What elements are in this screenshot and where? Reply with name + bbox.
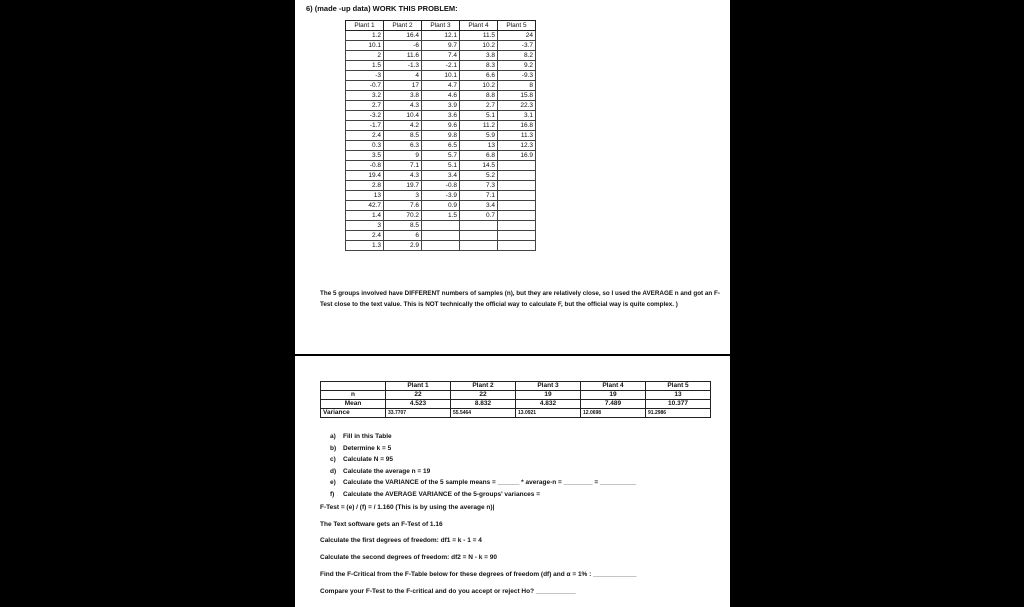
raw-data-cell: 2.8 bbox=[346, 181, 384, 191]
raw-data-cell: -3.7 bbox=[498, 41, 536, 51]
table-row bbox=[346, 171, 536, 181]
raw-data-cell: 42.7 bbox=[346, 201, 384, 211]
raw-data-cell: 5.1 bbox=[460, 111, 498, 121]
raw-data-cell: 6.8 bbox=[460, 151, 498, 161]
summary-row-label: Variance bbox=[321, 409, 386, 418]
raw-data-cell: 6.3 bbox=[384, 141, 422, 151]
question-item bbox=[330, 466, 636, 478]
raw-data-cell: 9.7 bbox=[422, 41, 460, 51]
table-row bbox=[346, 181, 536, 191]
raw-data-cell: 16.9 bbox=[498, 151, 536, 161]
raw-data-cell: 1.4 bbox=[346, 211, 384, 221]
raw-data-cell bbox=[422, 221, 460, 231]
raw-data-cell: 6.6 bbox=[460, 71, 498, 81]
instruction-line: The Text software gets an F-Test of 1.16 bbox=[320, 521, 443, 528]
raw-data-cell: 3.1 bbox=[498, 111, 536, 121]
raw-data-cell: 3.4 bbox=[460, 201, 498, 211]
document-page-1 bbox=[295, 0, 730, 354]
raw-data-cell: 70.2 bbox=[384, 211, 422, 221]
summary-header-cell: Plant 1 bbox=[386, 382, 451, 391]
raw-data-cell: 19.4 bbox=[346, 171, 384, 181]
table-row bbox=[346, 211, 536, 221]
raw-data-cell: 3.4 bbox=[422, 171, 460, 181]
raw-header-cell: Plant 2 bbox=[384, 21, 422, 31]
question-text: Determine k = 5 bbox=[343, 444, 392, 452]
raw-data-cell: -3.9 bbox=[422, 191, 460, 201]
raw-data-cell bbox=[498, 171, 536, 181]
raw-data-cell: 0.3 bbox=[346, 141, 384, 151]
question-item bbox=[330, 443, 636, 455]
question-letter: f) bbox=[330, 490, 335, 498]
summary-cell: 10.377 bbox=[646, 400, 711, 409]
table-row bbox=[346, 141, 536, 151]
raw-data-cell: 16.4 bbox=[384, 31, 422, 41]
raw-data-cell bbox=[460, 231, 498, 241]
raw-data-cell: 10.2 bbox=[460, 41, 498, 51]
summary-cell: 19 bbox=[516, 391, 581, 400]
raw-data-cell: 3.6 bbox=[422, 111, 460, 121]
raw-data-cell: 9.6 bbox=[422, 121, 460, 131]
raw-data-cell: 3.2 bbox=[346, 91, 384, 101]
raw-data-cell: 5.9 bbox=[460, 131, 498, 141]
question-letter: d) bbox=[330, 467, 337, 475]
summary-header-cell: Plant 4 bbox=[581, 382, 646, 391]
summary-corner-cell bbox=[321, 382, 386, 391]
table-row bbox=[346, 41, 536, 51]
table-row bbox=[346, 131, 536, 141]
question-letter: b) bbox=[330, 444, 337, 452]
raw-data-cell: 3 bbox=[346, 221, 384, 231]
summary-cell: 13.0921 bbox=[516, 409, 581, 418]
raw-header-cell: Plant 3 bbox=[422, 21, 460, 31]
raw-data-cell: -0.7 bbox=[346, 81, 384, 91]
raw-data-cell: -3 bbox=[346, 71, 384, 81]
summary-cell: 12.0698 bbox=[581, 409, 646, 418]
raw-data-cell: 0.9 bbox=[422, 201, 460, 211]
raw-data-cell: -0.8 bbox=[422, 181, 460, 191]
summary-cell: 19 bbox=[581, 391, 646, 400]
raw-data-cell: 8 bbox=[498, 81, 536, 91]
raw-data-cell: 2.9 bbox=[384, 241, 422, 251]
question-letter: c) bbox=[330, 456, 336, 464]
raw-data-cell: 10.1 bbox=[422, 71, 460, 81]
raw-data-cell bbox=[498, 221, 536, 231]
summary-table bbox=[320, 381, 711, 418]
raw-data-cell: 5.2 bbox=[460, 171, 498, 181]
summary-cell: 8.832 bbox=[451, 400, 516, 409]
raw-data-cell: 7.1 bbox=[384, 161, 422, 171]
raw-data-table bbox=[345, 20, 536, 251]
question-text: Calculate the average n = 19 bbox=[343, 467, 431, 475]
raw-data-cell: 8.2 bbox=[498, 51, 536, 61]
raw-data-cell: 4.7 bbox=[422, 81, 460, 91]
raw-data-cell: 22.3 bbox=[498, 101, 536, 111]
summary-header-cell: Plant 5 bbox=[646, 382, 711, 391]
raw-data-cell: 24 bbox=[498, 31, 536, 41]
question-text: Calculate N = 95 bbox=[343, 456, 394, 464]
table-row bbox=[346, 111, 536, 121]
raw-data-cell: -3.2 bbox=[346, 111, 384, 121]
raw-data-cell: 9 bbox=[384, 151, 422, 161]
raw-data-cell: -6 bbox=[384, 41, 422, 51]
raw-data-cell: -0.8 bbox=[346, 161, 384, 171]
question-item bbox=[330, 489, 636, 501]
summary-cell: 55.5464 bbox=[451, 409, 516, 418]
raw-data-cell: 2 bbox=[346, 51, 384, 61]
raw-data-cell: 0.7 bbox=[460, 211, 498, 221]
raw-data-cell: 14.5 bbox=[460, 161, 498, 171]
raw-data-cell: 10.2 bbox=[460, 81, 498, 91]
raw-data-cell: 11.2 bbox=[460, 121, 498, 131]
raw-data-cell: 8.3 bbox=[460, 61, 498, 71]
raw-data-cell bbox=[498, 241, 536, 251]
raw-data-cell: 8.8 bbox=[460, 91, 498, 101]
question-text: Fill in this Table bbox=[343, 433, 392, 440]
raw-data-cell: 1.5 bbox=[346, 61, 384, 71]
raw-data-cell: 6 bbox=[384, 231, 422, 241]
table-row bbox=[346, 81, 536, 91]
summary-row bbox=[321, 391, 711, 400]
instruction-line: Compare your F-Test to the F-critical and do you accept or reject Ho? ___________ bbox=[320, 588, 576, 595]
raw-data-cell: 17 bbox=[384, 81, 422, 91]
raw-data-cell: -1.7 bbox=[346, 121, 384, 131]
raw-data-cell bbox=[498, 211, 536, 221]
table-row bbox=[346, 71, 536, 81]
table-row bbox=[346, 221, 536, 231]
summary-cell: 7.489 bbox=[581, 400, 646, 409]
question-letter: e) bbox=[330, 479, 336, 487]
raw-data-cell: 2.4 bbox=[346, 131, 384, 141]
raw-data-cell: 4 bbox=[384, 71, 422, 81]
table-row bbox=[346, 51, 536, 61]
question-text: Calculate the AVERAGE VARIANCE of the 5-groups' variances = bbox=[343, 490, 541, 498]
summary-cell: 4.832 bbox=[516, 400, 581, 409]
summary-header-cell: Plant 3 bbox=[516, 382, 581, 391]
raw-data-cell: 3.9 bbox=[422, 101, 460, 111]
question-item bbox=[330, 431, 636, 443]
table-row bbox=[346, 231, 536, 241]
raw-data-cell: 13 bbox=[460, 141, 498, 151]
raw-data-cell: 8.5 bbox=[384, 131, 422, 141]
summary-cell: 22 bbox=[386, 391, 451, 400]
question-letter: a) bbox=[330, 433, 336, 440]
instruction-line: F-Test = (e) / (f) = / 1.160 (This is by using the average n)| bbox=[320, 504, 495, 511]
raw-data-cell: 10.4 bbox=[384, 111, 422, 121]
summary-cell: 13 bbox=[646, 391, 711, 400]
raw-data-cell: 3.8 bbox=[384, 91, 422, 101]
raw-data-cell bbox=[498, 231, 536, 241]
raw-data-cell bbox=[498, 201, 536, 211]
summary-row-label: n bbox=[321, 391, 386, 400]
raw-data-cell: 4.3 bbox=[384, 101, 422, 111]
raw-data-cell: 1.2 bbox=[346, 31, 384, 41]
raw-data-cell: 12.1 bbox=[422, 31, 460, 41]
raw-data-cell: 15.8 bbox=[498, 91, 536, 101]
raw-data-cell: -1.3 bbox=[384, 61, 422, 71]
summary-cell: 22 bbox=[451, 391, 516, 400]
raw-data-cell: 3 bbox=[384, 191, 422, 201]
table-row bbox=[346, 31, 536, 41]
raw-data-cell: 8.5 bbox=[384, 221, 422, 231]
table-row bbox=[346, 151, 536, 161]
raw-data-cell: 4.2 bbox=[384, 121, 422, 131]
document-page-2 bbox=[295, 356, 730, 607]
summary-row-label: Mean bbox=[321, 400, 386, 409]
raw-data-cell: 11.6 bbox=[384, 51, 422, 61]
raw-data-cell: 12.3 bbox=[498, 141, 536, 151]
summary-cell: 4.523 bbox=[386, 400, 451, 409]
raw-data-cell: 10.1 bbox=[346, 41, 384, 51]
table-row bbox=[346, 121, 536, 131]
table-row bbox=[346, 101, 536, 111]
raw-header-cell: Plant 1 bbox=[346, 21, 384, 31]
raw-data-cell: 19.7 bbox=[384, 181, 422, 191]
summary-row bbox=[321, 400, 711, 409]
raw-data-cell: -2.1 bbox=[422, 61, 460, 71]
raw-data-cell: 13 bbox=[346, 191, 384, 201]
raw-data-cell bbox=[422, 231, 460, 241]
summary-cell: 33.7707 bbox=[386, 409, 451, 418]
question-list bbox=[330, 431, 636, 501]
table-row bbox=[346, 91, 536, 101]
raw-data-cell bbox=[498, 161, 536, 171]
raw-data-cell bbox=[460, 241, 498, 251]
raw-data-cell: 2.7 bbox=[346, 101, 384, 111]
problem-title: 6) (made -up data) WORK THIS PROBLEM: bbox=[306, 4, 458, 13]
summary-row bbox=[321, 409, 711, 418]
raw-data-cell: -9.3 bbox=[498, 71, 536, 81]
table-row bbox=[346, 161, 536, 171]
raw-data-cell: 7.4 bbox=[422, 51, 460, 61]
table-row bbox=[346, 241, 536, 251]
raw-data-cell: 16.8 bbox=[498, 121, 536, 131]
instruction-line: Find the F-Critical from the F-Table below for these degrees of freedom (df) and α = 1% : ____________ bbox=[320, 571, 637, 578]
raw-header-cell: Plant 4 bbox=[460, 21, 498, 31]
raw-data-cell: 2.4 bbox=[346, 231, 384, 241]
raw-data-cell: 5.1 bbox=[422, 161, 460, 171]
instruction-line: Calculate the first degrees of freedom: df1 = k - 1 = 4 bbox=[320, 537, 482, 544]
raw-data-cell: 7.3 bbox=[460, 181, 498, 191]
instruction-line: Calculate the second degrees of freedom: df2 = N - k = 90 bbox=[320, 554, 497, 561]
summary-header-cell: Plant 2 bbox=[451, 382, 516, 391]
raw-data-cell: 6.5 bbox=[422, 141, 460, 151]
raw-data-cell: 3.5 bbox=[346, 151, 384, 161]
raw-data-cell: 5.7 bbox=[422, 151, 460, 161]
question-text: Calculate the VARIANCE of the 5 sample means = ______ * average-n = ________ = __________ bbox=[343, 479, 637, 487]
question-item bbox=[330, 477, 636, 489]
raw-data-cell: 1.5 bbox=[422, 211, 460, 221]
raw-data-cell: 11.5 bbox=[460, 31, 498, 41]
raw-data-cell bbox=[460, 221, 498, 231]
raw-data-cell: 9.8 bbox=[422, 131, 460, 141]
table-row bbox=[346, 191, 536, 201]
summary-cell: 91.2986 bbox=[646, 409, 711, 418]
question-item bbox=[330, 454, 636, 466]
table-row bbox=[346, 61, 536, 71]
raw-data-cell: 4.3 bbox=[384, 171, 422, 181]
raw-data-cell: 7.1 bbox=[460, 191, 498, 201]
raw-data-cell bbox=[422, 241, 460, 251]
note-paragraph: The 5 groups involved have DIFFERENT numbers of samples (n), but they are relatively close, so I used the AVERAGE n and got an F-Test close to the text value. This is NOT technically the official way to calculate F, but the official way is quite complex. ) bbox=[320, 290, 720, 308]
raw-data-cell: 11.3 bbox=[498, 131, 536, 141]
raw-data-cell bbox=[498, 181, 536, 191]
raw-header-cell: Plant 5 bbox=[498, 21, 536, 31]
raw-data-cell: 4.6 bbox=[422, 91, 460, 101]
table-row bbox=[346, 201, 536, 211]
raw-data-cell: 3.8 bbox=[460, 51, 498, 61]
raw-data-cell: 7.6 bbox=[384, 201, 422, 211]
raw-data-cell bbox=[498, 191, 536, 201]
raw-data-cell: 9.2 bbox=[498, 61, 536, 71]
raw-data-cell: 2.7 bbox=[460, 101, 498, 111]
raw-data-cell: 1.3 bbox=[346, 241, 384, 251]
